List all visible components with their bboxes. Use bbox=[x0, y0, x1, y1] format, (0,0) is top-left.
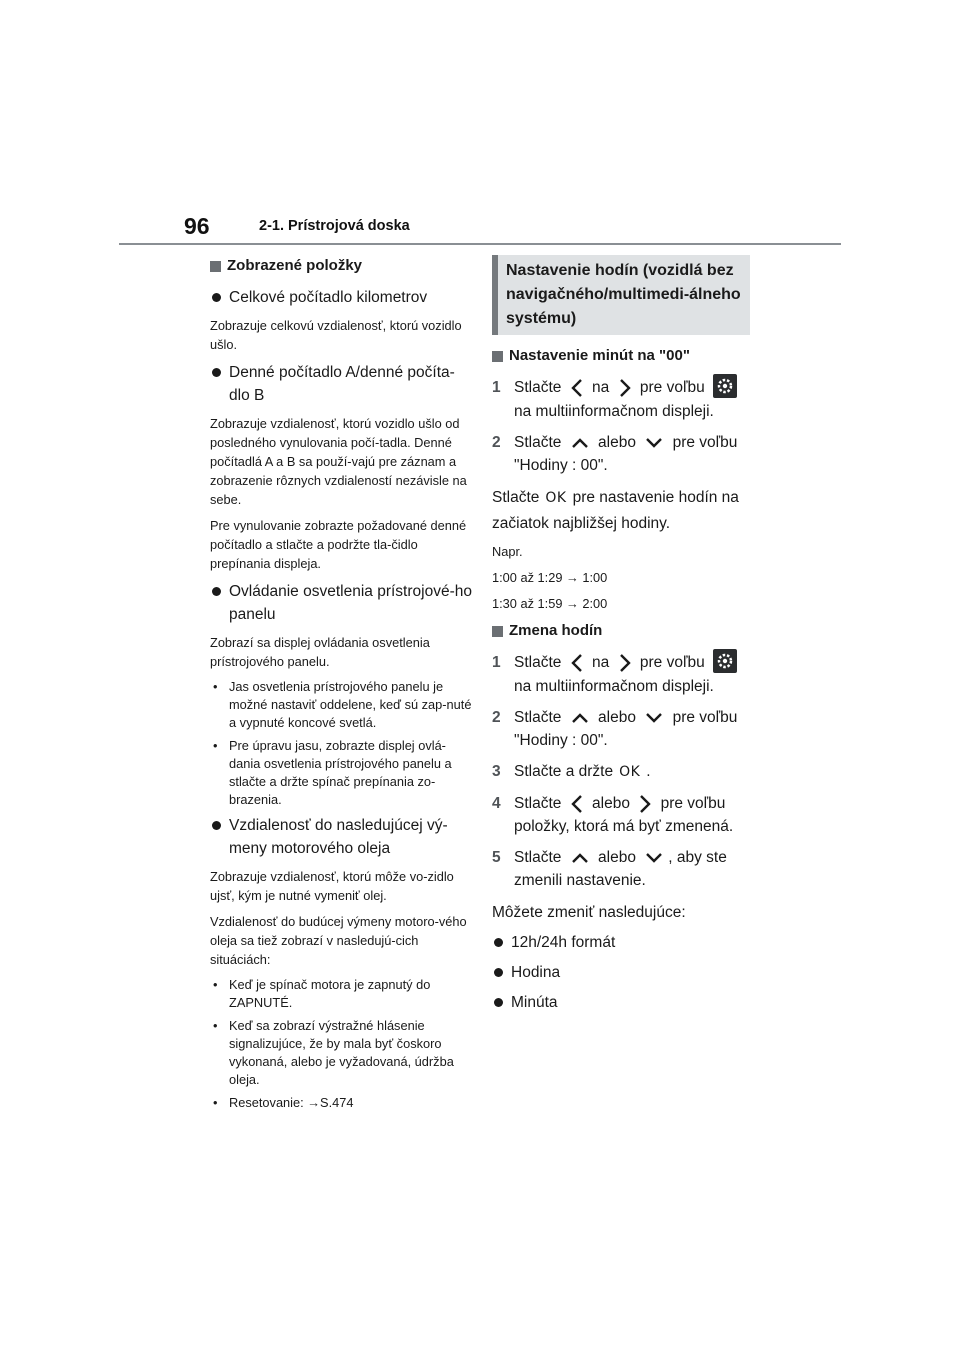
step-number: 1 bbox=[492, 379, 501, 396]
ok-button-label: OK bbox=[619, 764, 641, 780]
step-text: pre voľbu bbox=[672, 434, 738, 451]
step-text: Stlačte bbox=[514, 795, 562, 812]
step-text: pre voľbu bbox=[660, 795, 726, 812]
step-text: na multiinformačnom displeji. bbox=[514, 403, 714, 420]
body-text: pre nastavenie hodín na začiatok najbližšej hodiny. bbox=[492, 489, 739, 532]
right-column bbox=[492, 255, 752, 1021]
header-divider bbox=[119, 243, 841, 245]
sub-bullet-mark: • bbox=[213, 679, 218, 694]
sub-bullet-mark: • bbox=[213, 1018, 218, 1033]
sub-bullet bbox=[210, 737, 472, 809]
bullet-dot-icon bbox=[212, 587, 221, 596]
step-text: "Hodiny : 00". bbox=[514, 457, 608, 474]
chevron-up-icon bbox=[571, 852, 589, 864]
square-bullet-icon bbox=[492, 351, 503, 362]
item-paragraph: Zobrazuje celkovú vzdialenosť, ktorú vozidlo ušlo. bbox=[210, 318, 462, 352]
changeable-intro: Môžete zmeniť nasledujúce: bbox=[492, 904, 686, 921]
step-number: 1 bbox=[492, 654, 501, 671]
item-title-text: Vzdialenosť do nasledujúcej vý-meny motorového oleja bbox=[229, 817, 448, 857]
chevron-down-icon bbox=[645, 852, 663, 864]
item-title-text: Denné počítadlo A/denné počíta-dlo B bbox=[229, 364, 455, 404]
bullet-dot-icon bbox=[212, 368, 221, 377]
gear-icon bbox=[713, 374, 737, 398]
list-item-text: Minúta bbox=[511, 994, 558, 1011]
heading-displayed-items bbox=[210, 255, 472, 277]
step-number: 4 bbox=[492, 795, 501, 812]
gear-icon bbox=[713, 649, 737, 673]
sub-bullet bbox=[210, 1094, 472, 1112]
step-number: 5 bbox=[492, 849, 501, 866]
sub-bullet-text: Pre úpravu jasu, zobrazte displej ovlá-dania osvetlenia prístrojového panelu a stlačte a držte spínač prepínania zo-brazenia. bbox=[229, 738, 452, 807]
step-text: pre voľbu bbox=[639, 379, 705, 397]
bullet-dot-icon bbox=[212, 293, 221, 302]
settings-gear-icon bbox=[713, 649, 737, 673]
square-bullet-icon bbox=[210, 261, 221, 272]
list-item-text: Hodina bbox=[511, 964, 561, 981]
chevron-right-icon bbox=[619, 378, 631, 398]
list-item bbox=[492, 991, 752, 1014]
item-title-text: Celkové počítadlo kilometrov bbox=[229, 289, 428, 306]
bullet-dot-icon bbox=[494, 938, 503, 947]
step-text: zmenili nastavenie. bbox=[514, 872, 646, 889]
sub-bullet-text: Jas osvetlenia prístrojového panelu je možné nastaviť oddelene, keď sú zap-nuté a vypnuté koncové svetlá. bbox=[229, 679, 472, 730]
heading-text: Nastavenie minút na "00" bbox=[509, 347, 690, 364]
item-paragraph: Zobrazuje vzdialenosť, ktorú môže vo-zidlo ujsť, kým je nutné vymeniť olej. bbox=[210, 869, 454, 903]
ok-instruction bbox=[492, 485, 752, 537]
sub-bullet-mark: • bbox=[213, 977, 218, 992]
step bbox=[492, 376, 752, 423]
chevron-left-icon bbox=[571, 378, 583, 398]
step bbox=[492, 706, 752, 752]
step-text: , aby ste bbox=[668, 849, 727, 866]
bullet-dot-icon bbox=[494, 968, 503, 977]
sub-bullet-mark: • bbox=[213, 738, 218, 753]
sub-bullet-mark: • bbox=[213, 1095, 218, 1110]
step-text: Stlačte bbox=[514, 379, 562, 397]
sub-bullet-text: Keď sa zobrazí výstražné hlásenie signalizujúce, že by mala byť čoskoro vykonaná, alebo je vyžadovaná, údržba oleja. bbox=[229, 1018, 454, 1087]
sub-bullet bbox=[210, 976, 472, 1012]
step-text: "Hodiny : 00". bbox=[514, 732, 608, 749]
body-text: Stlačte bbox=[492, 489, 540, 506]
bullet-dot-icon bbox=[494, 998, 503, 1007]
settings-gear-icon bbox=[713, 374, 737, 398]
chevron-up-icon bbox=[571, 437, 589, 449]
bullet-dot-icon bbox=[212, 821, 221, 830]
step-text: Stlačte bbox=[514, 654, 562, 672]
item-title-text: Ovládanie osvetlenia prístrojové-ho panelu bbox=[229, 583, 472, 623]
step-text: na bbox=[592, 379, 610, 397]
chevron-right-icon bbox=[639, 794, 651, 814]
chevron-down-icon bbox=[645, 712, 663, 724]
item-paragraph: Pre vynulovanie zobrazte požadované denné počítadlo a stlačte a podržte tla-čidlo prepínania displeja. bbox=[210, 518, 467, 571]
item-title bbox=[210, 286, 472, 309]
step-number: 3 bbox=[492, 763, 501, 780]
chevron-left-icon bbox=[571, 653, 583, 673]
sub-bullet-text: Resetovanie: →S.474 bbox=[229, 1095, 354, 1110]
ok-button-label: OK bbox=[545, 490, 567, 506]
step bbox=[492, 792, 752, 838]
step-text: na bbox=[592, 654, 610, 672]
step bbox=[492, 431, 752, 477]
step-text: na multiinformačnom displeji. bbox=[514, 678, 714, 695]
sub-bullet bbox=[210, 1017, 472, 1089]
sub-bullet bbox=[210, 678, 472, 732]
item-paragraph: Zobrazuje vzdialenosť, ktorú vozidlo ušlo od posledného vynulovania počí-tadla. Denné počítadlá A a B sa použí-vajú pre záznam a zobrazenie rôznych vzdialeností nezávisle na sebe. bbox=[210, 416, 467, 507]
example-label: Napr. bbox=[492, 544, 523, 559]
heading-change-clock bbox=[492, 620, 752, 642]
section-title: 2-1. Prístrojová doska bbox=[259, 218, 410, 234]
step-text: alebo bbox=[598, 709, 636, 726]
step-text: alebo bbox=[598, 849, 636, 866]
step bbox=[492, 651, 752, 698]
clock-settings-title-box: Nastavenie hodín (vozidlá bez navigačného/multimedi-álneho systému) bbox=[492, 255, 750, 335]
item-title bbox=[210, 580, 472, 626]
step-text: Stlačte bbox=[514, 709, 562, 726]
chevron-right-icon bbox=[619, 653, 631, 673]
step-text: položky, ktorá má byť zmenená. bbox=[514, 818, 734, 835]
example-line: 1:00 až 1:29 → 1:00 bbox=[492, 570, 608, 585]
list-item bbox=[492, 961, 752, 984]
step-text: pre voľbu bbox=[672, 709, 738, 726]
step-text: Stlačte bbox=[514, 434, 562, 451]
step bbox=[492, 846, 752, 892]
item-paragraph: Zobrazí sa displej ovládania osvetlenia prístrojového panelu. bbox=[210, 635, 430, 669]
heading-set-minutes bbox=[492, 345, 752, 367]
chevron-left-icon bbox=[571, 794, 583, 814]
step-text: pre voľbu bbox=[639, 654, 705, 672]
square-bullet-icon bbox=[492, 626, 503, 637]
heading-text: Zobrazené položky bbox=[227, 257, 363, 274]
step-text: alebo bbox=[598, 434, 636, 451]
sub-bullet-text: Keď je spínač motora je zapnutý do ZAPNUTÉ. bbox=[229, 977, 431, 1010]
example-line: 1:30 až 1:59 → 2:00 bbox=[492, 596, 608, 611]
step-text: Stlačte bbox=[514, 849, 562, 866]
list-item bbox=[492, 931, 752, 954]
item-title bbox=[210, 814, 472, 860]
step bbox=[492, 760, 752, 784]
page-number: 96 bbox=[184, 213, 210, 239]
item-paragraph: Vzdialenosť do budúcej výmeny motoro-vého oleja sa tiež zobrazí v nasledujú-cich situáciách: bbox=[210, 914, 467, 967]
list-item-text: 12h/24h formát bbox=[511, 934, 616, 951]
step-text: . bbox=[646, 763, 651, 780]
step-text: Stlačte a držte bbox=[514, 763, 614, 780]
item-title bbox=[210, 361, 472, 407]
step-number: 2 bbox=[492, 709, 501, 726]
left-column bbox=[210, 255, 472, 1117]
chevron-down-icon bbox=[645, 437, 663, 449]
chevron-up-icon bbox=[571, 712, 589, 724]
step-text: alebo bbox=[592, 795, 630, 812]
heading-text: Zmena hodín bbox=[509, 622, 603, 639]
step-number: 2 bbox=[492, 434, 501, 451]
